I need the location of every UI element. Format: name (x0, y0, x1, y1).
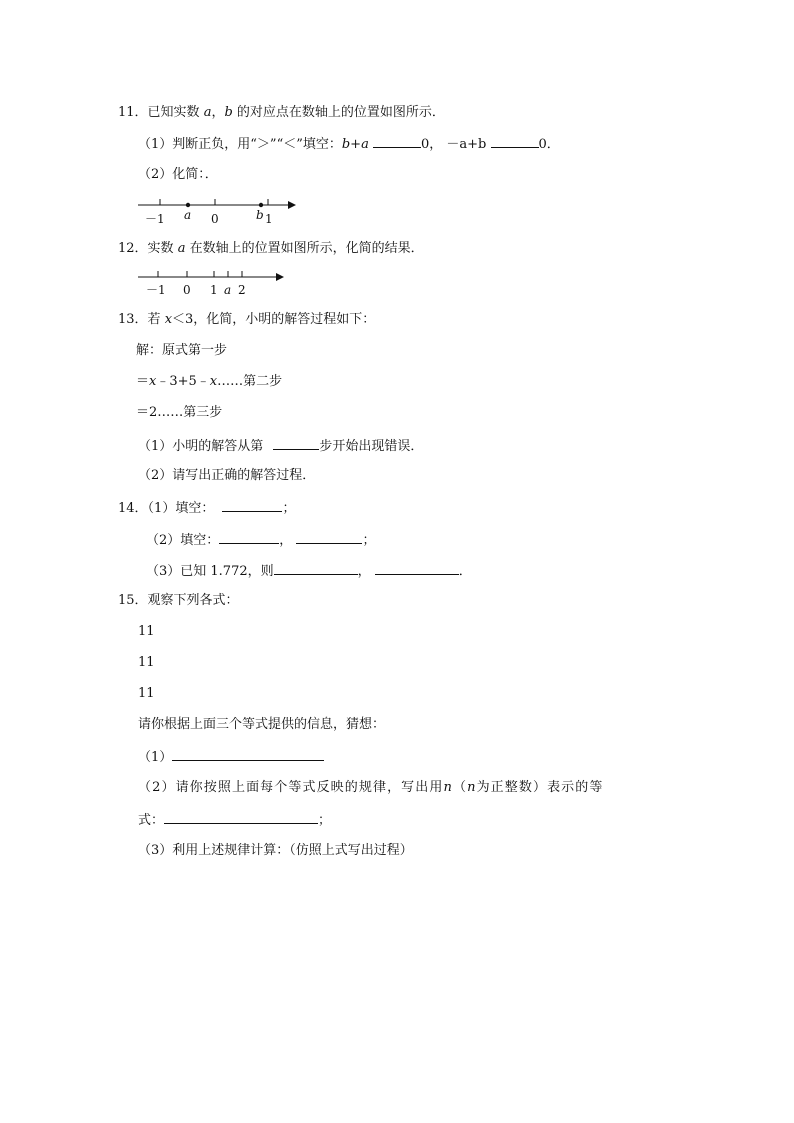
q12-label-minus-one: －1 (146, 283, 166, 297)
q12-number-line (138, 268, 288, 300)
q13-solution-step3: ＝2……第三步 (136, 405, 223, 420)
q13-stem-text-end: ＜3，化简，小明的解答过程如下： (172, 312, 376, 327)
q15-equation-3: 11 (138, 686, 155, 701)
q12-label-a: a (224, 283, 232, 297)
q15-part2 (138, 779, 603, 797)
q15-part2-text: （2）请你按照上面每个等式反映的规律，写出用 (138, 780, 444, 795)
q12-label-one: 1 (210, 283, 218, 297)
q13-stem (118, 311, 375, 329)
q15-guess-prompt: 请你根据上面三个等式提供的信息，猜想： (138, 717, 386, 732)
q11-zero-1: 0， (420, 137, 443, 152)
q14-part3-sep: ， (357, 564, 371, 579)
q13-var-x: x (164, 312, 173, 327)
q11-expr-neg-a-plus-b: －a+b (446, 137, 487, 152)
q15-stem: 15．观察下列各式： (118, 593, 239, 608)
q14-part3 (146, 561, 472, 581)
q13-solution-step1: 解：原式第一步 (136, 343, 228, 358)
q14-blank-2[interactable] (219, 530, 279, 544)
q12-stem-text-end: 在数轴上的位置如图所示，化简的结果． (185, 241, 424, 256)
q11-label-b: b (256, 208, 264, 222)
q14-part1 (118, 498, 295, 518)
q11-var-a: a (203, 105, 212, 120)
q12-label-two: 2 (238, 283, 246, 297)
q13-stem-text: 13．若 (118, 312, 165, 327)
q13-part1 (138, 436, 423, 456)
q15-part2-text-end: 为正整数）表示的等 (476, 780, 604, 795)
q14-part1-label: 14．（1）填空： (118, 501, 215, 516)
q13-step2-x1: x (149, 374, 157, 389)
q14-part3-label: （3）已知 1.772，则 (146, 564, 274, 579)
q15-equation-1: 11 (138, 624, 155, 639)
q11-part1-label: （1）判断正负，用“＞”“＜”填空： (138, 137, 342, 152)
q13-step2-tail: ……第二步 (217, 374, 283, 389)
q14-blank-3[interactable] (296, 530, 362, 544)
q13-part1-text-end: 步开始出现错误． (319, 439, 424, 454)
q14-part2-sep: ， (279, 533, 293, 548)
q15-part1-label: （1） (138, 750, 173, 765)
q11-label-minus-one: －1 (145, 212, 165, 226)
q11-label-one: 1 (265, 212, 273, 226)
q14-part1-end: ； (282, 501, 296, 516)
q11-part2: （2）化简：． (138, 167, 218, 182)
q13-blank-step[interactable] (273, 436, 319, 450)
q11-zero-2: 0． (538, 137, 560, 152)
q11-comma: ， (211, 105, 225, 120)
q13-step2-eq: ＝ (136, 374, 150, 389)
q11-stem-text: 11．已知实数 (118, 105, 204, 120)
q12-number-line-svg (138, 268, 288, 300)
q13-step2-mid: ﹣3+5﹣ (156, 374, 210, 389)
q15-part3: （3）利用上述规律计算：（仿照上式写出过程） (138, 843, 413, 858)
q11-arrow-head (288, 201, 296, 209)
q15-equation-2: 11 (138, 655, 155, 670)
q12-label-zero: 0 (183, 283, 191, 297)
q11-blank-1[interactable] (373, 134, 421, 148)
q15-part2-line2 (138, 810, 331, 830)
q11-point-a (186, 203, 190, 207)
q14-blank-1[interactable] (222, 498, 282, 512)
q11-expr-b-plus-a: b+a (341, 137, 369, 152)
q15-blank-2[interactable] (164, 810, 318, 824)
q13-part2: （2）请写出正确的解答过程． (138, 468, 316, 483)
q12-arrow-head (276, 273, 284, 281)
q14-part2 (146, 530, 375, 550)
q15-part2-paren: （ (452, 780, 468, 795)
q15-part2-line2-label: 式： (138, 813, 165, 828)
q13-step2-x2: x (209, 374, 218, 389)
q15-blank-1[interactable] (172, 747, 324, 761)
q15-part2-n: n (443, 780, 453, 795)
q14-part3-end: ． (458, 564, 472, 579)
q15-part1 (138, 747, 324, 767)
q12-var-a: a (177, 241, 186, 256)
q14-part2-label: （2）填空： (146, 533, 220, 548)
q11-label-a: a (184, 208, 192, 222)
q11-stem (118, 104, 445, 122)
q12-stem-text: 12．实数 (118, 241, 178, 256)
q13-part1-text: （1）小明的解答从第 (138, 439, 264, 454)
q11-stem-text-end: 的对应点在数轴上的位置如图所示． (232, 105, 445, 120)
q11-label-zero: 0 (211, 212, 219, 226)
q11-number-line (138, 196, 298, 230)
q11-var-b: b (224, 105, 233, 120)
q14-blank-4[interactable] (274, 561, 358, 575)
q15-part2-end: ； (318, 813, 332, 828)
q13-solution-step2 (136, 373, 282, 391)
q15-part2-n-2: n (467, 780, 477, 795)
q14-part2-end: ； (362, 533, 376, 548)
q11-blank-2[interactable] (491, 134, 539, 148)
q11-number-line-svg (138, 196, 298, 230)
q11-point-b (259, 203, 263, 207)
q12-stem (118, 240, 424, 258)
q14-blank-5[interactable] (375, 561, 459, 575)
q11-part1 (138, 134, 560, 154)
